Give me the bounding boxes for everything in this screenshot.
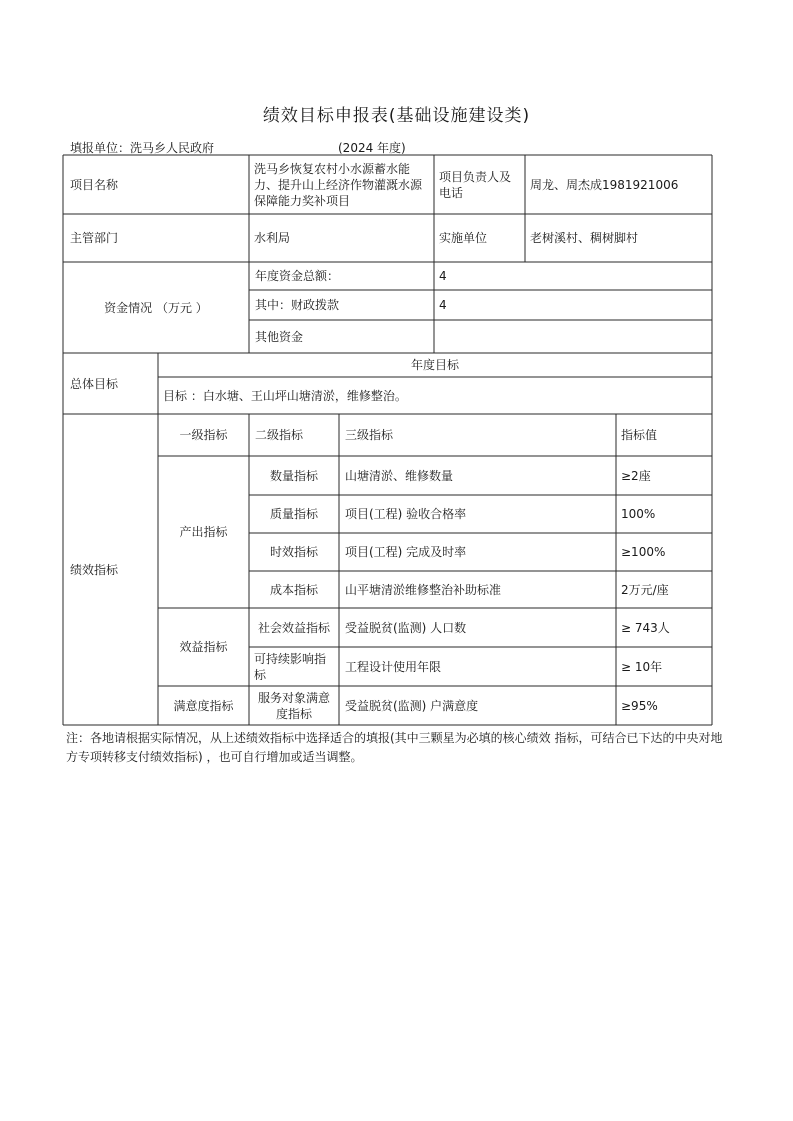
funds-label: 资金情况 （万元 ） <box>104 300 208 315</box>
perf-row-l3: 工程设计使用年限 <box>345 659 442 674</box>
report-year: (2024 年度) <box>338 141 406 155</box>
perf-header-l1: 一级指标 <box>179 428 228 442</box>
funds-total-label: 年度资金总额： <box>255 269 340 283</box>
funds-fiscal-value: 4 <box>439 298 447 312</box>
output-indicators-label: 产出指标 <box>179 525 228 539</box>
perf-row-l2: 社会效益指标 <box>257 620 330 635</box>
perf-row-l3: 项目(工程) 验收合格率 <box>345 507 467 521</box>
perf-row-l3: 山塘清淤、维修数量 <box>345 468 454 483</box>
funds-fiscal-label: 其中：财政拨款 <box>255 298 340 312</box>
perf-row-value: 2万元/座 <box>621 582 669 597</box>
benefit-indicators-label: 效益指标 <box>179 640 228 654</box>
dept-label: 主管部门 <box>70 231 119 245</box>
satisfaction-indicators-label: 满意度指标 <box>173 698 234 713</box>
dept-value: 水利局 <box>254 231 291 245</box>
project-leader-value: 周龙、周杰成1981921006 <box>530 177 679 192</box>
perf-row-l3: 山平塘清淤维修整治补助标准 <box>345 582 502 597</box>
project-name-value: 洗马乡恢复农村小水源蓄水能力、提升山上经济作物灌溉水源保障能力奖补项目 <box>254 161 423 208</box>
perf-row-l2: 时效指标 <box>269 545 318 559</box>
project-leader-label: 项目负责人及电话 <box>439 169 512 200</box>
perf-row-l2: 成本指标 <box>269 582 318 597</box>
perf-row-value: ≥ 10年 <box>621 659 663 674</box>
funds-other-value <box>439 320 699 353</box>
impl-unit-label: 实施单位 <box>439 231 488 245</box>
page-title: 绩效目标申报表(基础设施建设类) <box>262 106 531 126</box>
perf-row-value: ≥2座 <box>621 468 651 483</box>
perf-row-l2: 质量指标 <box>269 507 318 521</box>
perf-row-value: ≥95% <box>621 698 658 713</box>
perf-row-value: 100% <box>621 507 656 521</box>
perf-label: 绩效指标 <box>70 562 119 577</box>
perf-row-l2: 数量指标 <box>269 468 318 483</box>
perf-row-l2: 服务对象满意度指标 <box>257 690 330 721</box>
goal-text: 目标 ：白水塘、王山坪山塘清淤，维修整治。 <box>163 388 407 403</box>
perf-row-l3: 受益脱贫(监测) 人口数 <box>345 620 467 635</box>
perf-row-value: ≥ 743人 <box>621 620 670 635</box>
perf-row-value: ≥100% <box>621 545 666 559</box>
fill-unit: 填报单位：洗马乡人民政府 <box>70 141 215 155</box>
perf-row-l3: 项目(工程) 完成及时率 <box>345 545 467 559</box>
perf-header-value: 指标值 <box>621 428 658 442</box>
impl-unit-value: 老树溪村、稠树脚村 <box>530 231 639 245</box>
perf-row-l3: 受益脱贫(监测) 户满意度 <box>345 698 479 713</box>
goal-label: 总体目标 <box>70 376 119 391</box>
funds-other-label: 其他资金 <box>255 329 304 344</box>
funds-total-value: 4 <box>439 269 447 283</box>
goal-header: 年度目标 <box>410 358 459 372</box>
perf-header-l2: 二级指标 <box>255 428 304 442</box>
perf-row-l2: 可持续影响指标 <box>254 651 327 682</box>
perf-header-l3: 三级指标 <box>345 428 394 442</box>
project-name-label: 项目名称 <box>70 177 119 192</box>
footnote: 注：各地请根据实际情况，从上述绩效指标中选择适合的填报(其中三颗星为必填的核心绩效 指标，可结合已下达的中央对地方专项转移支付绩效指标) ，也可自行增加或适当调整。 <box>66 731 723 764</box>
